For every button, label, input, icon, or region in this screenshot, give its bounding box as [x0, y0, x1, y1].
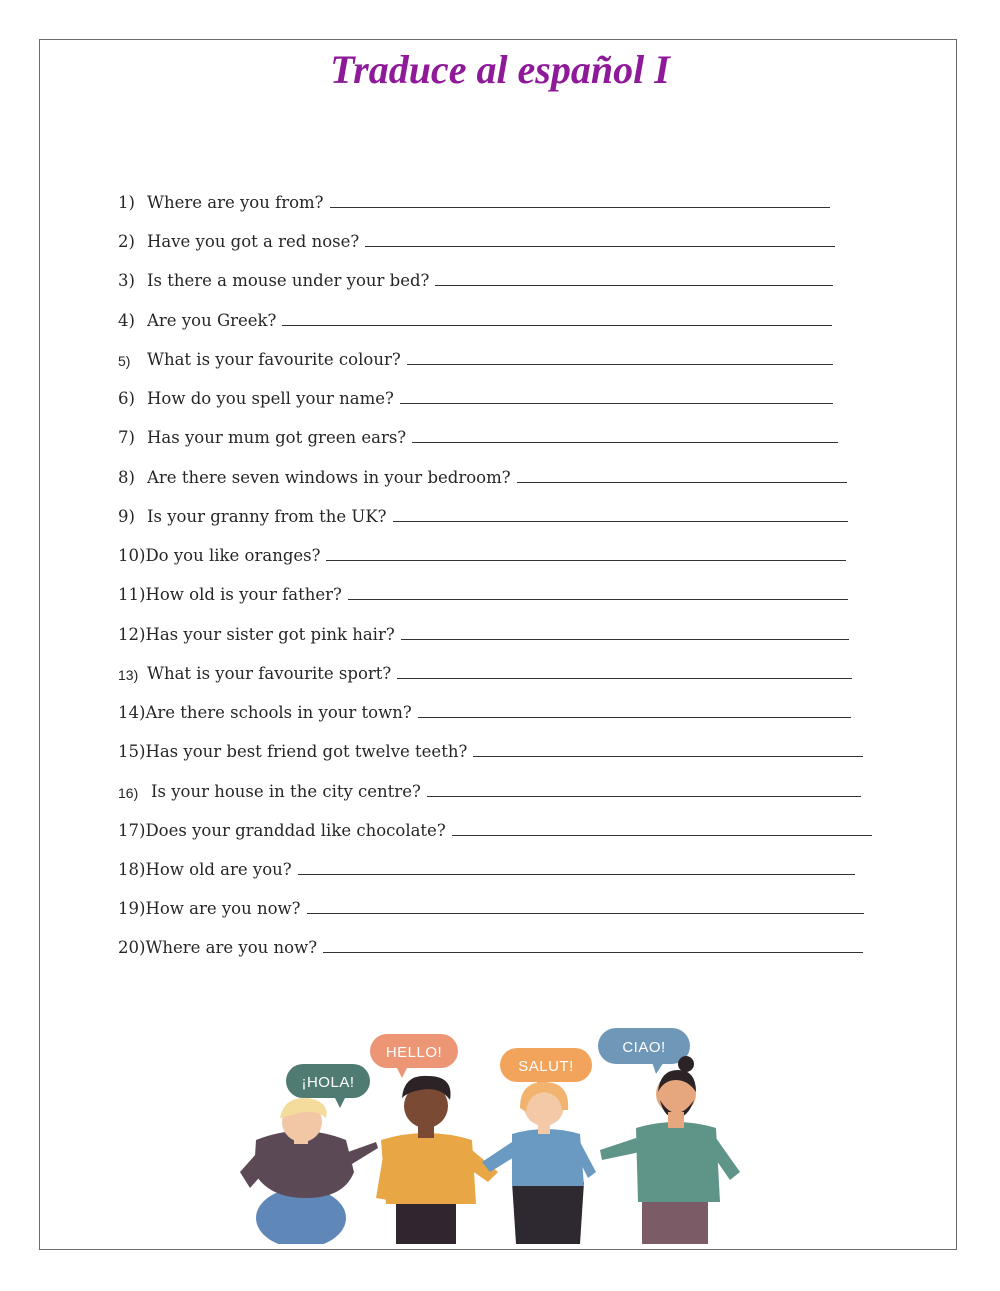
- answer-line[interactable]: [473, 756, 863, 757]
- answer-line[interactable]: [401, 639, 849, 640]
- person-bearded-man: [600, 1056, 740, 1244]
- question-text: Does your granddad like chocolate?: [145, 821, 446, 840]
- question-item: [118, 533, 846, 565]
- question-number: 10): [118, 546, 146, 565]
- question-number: 2): [118, 232, 135, 251]
- question-text: Is your house in the city centre?: [151, 782, 421, 801]
- question-item: [118, 455, 847, 487]
- answer-line[interactable]: [397, 678, 852, 679]
- hello-bubble: [370, 1034, 458, 1078]
- question-text: Are there schools in your town?: [145, 703, 412, 722]
- question-text: Have you got a red nose?: [147, 232, 360, 251]
- question-number: 4): [118, 311, 135, 330]
- answer-line[interactable]: [452, 835, 872, 836]
- question-text: Where are you now?: [145, 938, 318, 957]
- hola-bubble-text: ¡HOLA!: [301, 1074, 355, 1091]
- question-item: [118, 808, 872, 840]
- answer-line[interactable]: [348, 599, 848, 600]
- question-number: 18): [118, 860, 146, 879]
- question-item: [118, 219, 835, 251]
- answer-line[interactable]: [435, 285, 833, 286]
- question-text: How old are you?: [145, 860, 292, 879]
- question-number: 15): [118, 742, 146, 761]
- question-item: [118, 769, 861, 801]
- question-text: How old is your father?: [145, 585, 342, 604]
- question-item: [118, 376, 833, 408]
- question-item: [118, 925, 863, 957]
- question-item: [118, 690, 851, 722]
- question-item: [118, 298, 832, 330]
- answer-line[interactable]: [418, 717, 851, 718]
- question-number: 7): [118, 428, 135, 447]
- answer-line[interactable]: [393, 521, 848, 522]
- worksheet-title: Traduce al español I: [330, 47, 670, 92]
- question-text: Is your granny from the UK?: [147, 507, 387, 526]
- hola-bubble-tail: [334, 1096, 346, 1108]
- question-number: 19): [118, 899, 146, 918]
- question-number: 9): [118, 507, 135, 526]
- ciao-bubble: [598, 1028, 690, 1074]
- question-item: [118, 651, 852, 683]
- question-text: How are you now?: [145, 899, 301, 918]
- question-text: Are you Greek?: [147, 311, 277, 330]
- answer-line[interactable]: [517, 482, 847, 483]
- question-text: Are there seven windows in your bedroom?: [147, 468, 511, 487]
- question-number: 12): [118, 625, 146, 644]
- answer-line[interactable]: [412, 442, 838, 443]
- person-blonde-woman: [240, 1098, 378, 1244]
- answer-line[interactable]: [407, 364, 833, 365]
- question-number: 1): [118, 193, 135, 212]
- answer-line[interactable]: [323, 952, 863, 953]
- answer-line[interactable]: [400, 403, 833, 404]
- salut-bubble-text: SALUT!: [518, 1058, 574, 1075]
- question-number: 11): [118, 585, 146, 604]
- question-item: [118, 572, 848, 604]
- answer-line[interactable]: [326, 560, 846, 561]
- question-item: [118, 847, 855, 879]
- question-item: [118, 415, 838, 447]
- question-text: Has your sister got pink hair?: [145, 625, 395, 644]
- question-item: [118, 886, 864, 918]
- ciao-bubble-tail: [652, 1062, 664, 1074]
- question-number: 3): [118, 271, 135, 290]
- question-text: How do you spell your name?: [147, 389, 394, 408]
- question-text: Has your best friend got twelve teeth?: [145, 742, 468, 761]
- question-number: 14): [118, 703, 146, 722]
- answer-line[interactable]: [365, 246, 835, 247]
- question-number: 8): [118, 468, 135, 487]
- question-number: 20): [118, 938, 146, 957]
- person-bob-woman: [482, 1082, 596, 1244]
- people-greeting-illustration: [236, 1022, 776, 1244]
- question-number: 16): [118, 785, 139, 801]
- answer-line[interactable]: [330, 207, 830, 208]
- question-text: Where are you from?: [147, 193, 324, 212]
- question-text: Is there a mouse under your bed?: [147, 271, 430, 290]
- question-item: [118, 729, 863, 761]
- hello-bubble-tail: [396, 1066, 408, 1078]
- question-text: What is your favourite colour?: [147, 350, 401, 369]
- question-text: What is your favourite sport?: [147, 664, 392, 683]
- question-number: 13): [118, 667, 139, 683]
- question-text: Do you like oranges?: [145, 546, 321, 565]
- question-number: 5): [118, 353, 131, 369]
- question-item: [118, 612, 849, 644]
- question-item: [118, 494, 848, 526]
- answer-line[interactable]: [307, 913, 864, 914]
- question-item: [118, 180, 830, 212]
- person-curly-man: [376, 1076, 498, 1244]
- question-number: 17): [118, 821, 146, 840]
- answer-line[interactable]: [298, 874, 855, 875]
- question-text: Has your mum got green ears?: [147, 428, 407, 447]
- question-item: [118, 258, 833, 290]
- answer-line[interactable]: [282, 325, 832, 326]
- question-item: [118, 337, 833, 369]
- answer-line[interactable]: [427, 796, 861, 797]
- ciao-bubble-text: CIAO!: [622, 1039, 666, 1056]
- question-number: 6): [118, 389, 135, 408]
- hello-bubble-text: HELLO!: [385, 1044, 443, 1061]
